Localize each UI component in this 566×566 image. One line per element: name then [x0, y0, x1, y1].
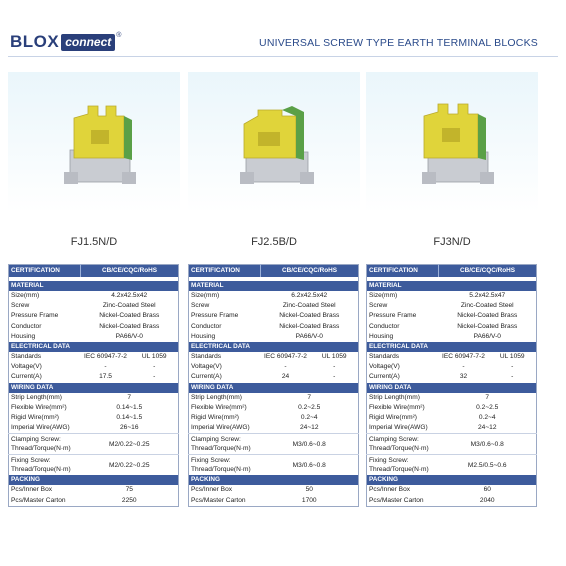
row-label: Pcs/Inner Box [369, 486, 411, 494]
strip-value: 7 [485, 393, 490, 401]
row-label: Flexible Wire(mm²) [369, 403, 425, 411]
standard-iec: IEC 60947-7-2 [84, 353, 127, 361]
fix-value: M2.5/0.5~0.6 [439, 455, 537, 476]
row-label: Conductor [11, 322, 42, 330]
row-label: Imperial Wire(AWG) [369, 424, 428, 432]
row-label: Size(mm) [369, 292, 398, 300]
size-value: 6.2x42.5x42 [291, 292, 328, 300]
voltage-ul: - [511, 363, 514, 371]
header-divider [8, 56, 558, 57]
row-label: Fixing Screw: Thread/Torque(N·m) [9, 455, 81, 476]
row-label: Screw [191, 302, 210, 310]
rigid-value: 0.2~4 [300, 413, 318, 421]
row-label: Conductor [369, 322, 400, 330]
section-packing: PACKING [9, 475, 179, 485]
row-label: Current(A) [191, 373, 222, 381]
row-label: Standards [191, 353, 222, 361]
row-label: Current(A) [369, 373, 400, 381]
row-label: Imperial Wire(AWG) [191, 424, 250, 432]
section-wiring: WIRING DATA [9, 383, 179, 393]
master-value: 2040 [479, 496, 495, 504]
rigid-value: 0.14~1.5 [116, 413, 143, 421]
pressure-value: Nickel-Coated Brass [457, 312, 518, 320]
row-label: Strip Length(mm) [369, 393, 420, 401]
row-label: Pcs/Inner Box [11, 486, 53, 494]
clamp-value: M3/0.6~0.8 [261, 434, 359, 455]
strip-value: 7 [127, 393, 132, 401]
row-label: Pressure Frame [369, 312, 417, 320]
current-ul: - [333, 373, 336, 381]
section-electrical: ELECTRICAL DATA [9, 342, 179, 352]
screw-value: Zinc-Coated Steel [102, 302, 156, 310]
row-label: Rigid Wire(mm²) [191, 413, 239, 421]
row-label: Voltage(V) [369, 363, 400, 371]
row-label: Strip Length(mm) [11, 393, 62, 401]
terminal-block-icon [188, 72, 360, 212]
master-value: 2250 [121, 496, 137, 504]
voltage-iec: - [462, 363, 465, 371]
brand-main: BLOX [10, 32, 60, 51]
current-ul: - [153, 373, 156, 381]
screw-value: Zinc-Coated Steel [460, 302, 514, 310]
row-label: Flexible Wire(mm²) [191, 403, 247, 411]
brand-logo [10, 32, 121, 52]
fix-value: M2/0.22~0.25 [81, 455, 179, 476]
row-label: Size(mm) [11, 292, 40, 300]
product-photo-2 [188, 72, 360, 212]
model-name-3: FJ3N/D [433, 236, 471, 248]
row-label: Voltage(V) [191, 363, 222, 371]
product-photo-1 [8, 72, 180, 212]
flex-value: 0.14~1.5 [116, 403, 143, 411]
flex-value: 0.2~2.5 [298, 403, 321, 411]
spec-table-1 [8, 264, 179, 507]
section-wiring: WIRING DATA [189, 383, 359, 393]
row-label: Imperial Wire(AWG) [11, 424, 70, 432]
section-electrical: ELECTRICAL DATA [367, 342, 537, 352]
model-name-1: FJ1.5N/D [70, 236, 118, 248]
terminal-block-icon [366, 72, 538, 212]
row-label: Pcs/Inner Box [191, 486, 233, 494]
page-title: UNIVERSAL SCREW TYPE EARTH TERMINAL BLOCKS [259, 37, 538, 49]
row-label: Fixing Screw: Thread/Torque(N·m) [189, 455, 261, 476]
section-wiring: WIRING DATA [367, 383, 537, 393]
section-material: MATERIAL [367, 281, 537, 291]
inner-value: 60 [483, 486, 491, 494]
row-label: Pcs/Master Carton [369, 496, 424, 504]
row-label: Standards [369, 353, 400, 361]
certification-value: CB/CE/CQC/RoHS [81, 265, 179, 278]
section-certification: CERTIFICATION [189, 265, 261, 278]
certification-value: CB/CE/CQC/RoHS [261, 265, 359, 278]
row-label: Housing [11, 332, 36, 340]
section-certification: CERTIFICATION [367, 265, 439, 278]
row-label: Pcs/Master Carton [191, 496, 246, 504]
row-label: Screw [11, 302, 30, 310]
section-packing: PACKING [189, 475, 359, 485]
section-material: MATERIAL [189, 281, 359, 291]
rigid-value: 0.2~4 [478, 413, 496, 421]
standard-ul: UL 1059 [141, 353, 167, 361]
clamp-value: M2/0.22~0.25 [81, 434, 179, 455]
conductor-value: Nickel-Coated Brass [279, 322, 340, 330]
housing-value: PA66/V-0 [473, 332, 501, 340]
standard-iec: IEC 60947-7-2 [264, 353, 307, 361]
section-electrical: ELECTRICAL DATA [189, 342, 359, 352]
spec-table-2 [188, 264, 359, 507]
spec-table-3 [366, 264, 537, 507]
row-label: Fixing Screw: Thread/Torque(N·m) [367, 455, 439, 476]
model-name-2: FJ2.5B/D [251, 236, 297, 248]
voltage-ul: - [333, 363, 336, 371]
row-label: Conductor [191, 322, 222, 330]
brand-mark: ® [116, 31, 122, 39]
current-iec: 17.5 [99, 373, 112, 381]
pressure-value: Nickel-Coated Brass [99, 312, 160, 320]
voltage-ul: - [153, 363, 156, 371]
row-label: Housing [369, 332, 394, 340]
current-iec: 32 [459, 373, 468, 381]
voltage-iec: - [104, 363, 107, 371]
row-label: Clamping Screw: Thread/Torque(N·m) [189, 434, 261, 455]
pressure-value: Nickel-Coated Brass [279, 312, 340, 320]
row-label: Size(mm) [191, 292, 220, 300]
row-label: Current(A) [11, 373, 42, 381]
terminal-block-icon [8, 72, 180, 212]
certification-value: CB/CE/CQC/RoHS [439, 265, 537, 278]
awg-value: 26~16 [119, 424, 139, 432]
row-label: Pressure Frame [11, 312, 59, 320]
voltage-iec: - [284, 363, 287, 371]
row-label: Pcs/Master Carton [11, 496, 66, 504]
current-iec: 24 [281, 373, 290, 381]
row-label: Housing [191, 332, 216, 340]
awg-value: 24~12 [477, 424, 497, 432]
master-value: 1700 [301, 496, 317, 504]
conductor-value: Nickel-Coated Brass [99, 322, 160, 330]
inner-value: 75 [125, 486, 133, 494]
inner-value: 50 [305, 486, 313, 494]
product-photo-3 [366, 72, 538, 212]
awg-value: 24~12 [299, 424, 319, 432]
row-label: Rigid Wire(mm²) [11, 413, 59, 421]
page-header [0, 0, 566, 60]
housing-value: PA66/V-0 [115, 332, 143, 340]
row-label: Rigid Wire(mm²) [369, 413, 417, 421]
housing-value: PA66/V-0 [295, 332, 323, 340]
row-label: Strip Length(mm) [191, 393, 242, 401]
strip-value: 7 [307, 393, 312, 401]
flex-value: 0.2~2.5 [476, 403, 499, 411]
conductor-value: Nickel-Coated Brass [457, 322, 518, 330]
brand-sub: connect [61, 34, 115, 51]
row-label: Flexible Wire(mm²) [11, 403, 67, 411]
size-value: 4.2x42.5x42 [111, 292, 148, 300]
row-label: Screw [369, 302, 388, 310]
row-label: Clamping Screw: Thread/Torque(N·m) [9, 434, 81, 455]
section-certification: CERTIFICATION [9, 265, 81, 278]
section-material: MATERIAL [9, 281, 179, 291]
row-label: Pressure Frame [191, 312, 239, 320]
standard-ul: UL 1059 [499, 353, 525, 361]
standard-iec: IEC 60947-7-2 [442, 353, 485, 361]
screw-value: Zinc-Coated Steel [282, 302, 336, 310]
section-packing: PACKING [367, 475, 537, 485]
row-label: Standards [11, 353, 42, 361]
clamp-value: M3/0.6~0.8 [439, 434, 537, 455]
size-value: 5.2x42.5x47 [469, 292, 506, 300]
current-ul: - [511, 373, 514, 381]
fix-value: M3/0.6~0.8 [261, 455, 359, 476]
row-label: Voltage(V) [11, 363, 42, 371]
row-label: Clamping Screw: Thread/Torque(N·m) [367, 434, 439, 455]
standard-ul: UL 1059 [321, 353, 347, 361]
